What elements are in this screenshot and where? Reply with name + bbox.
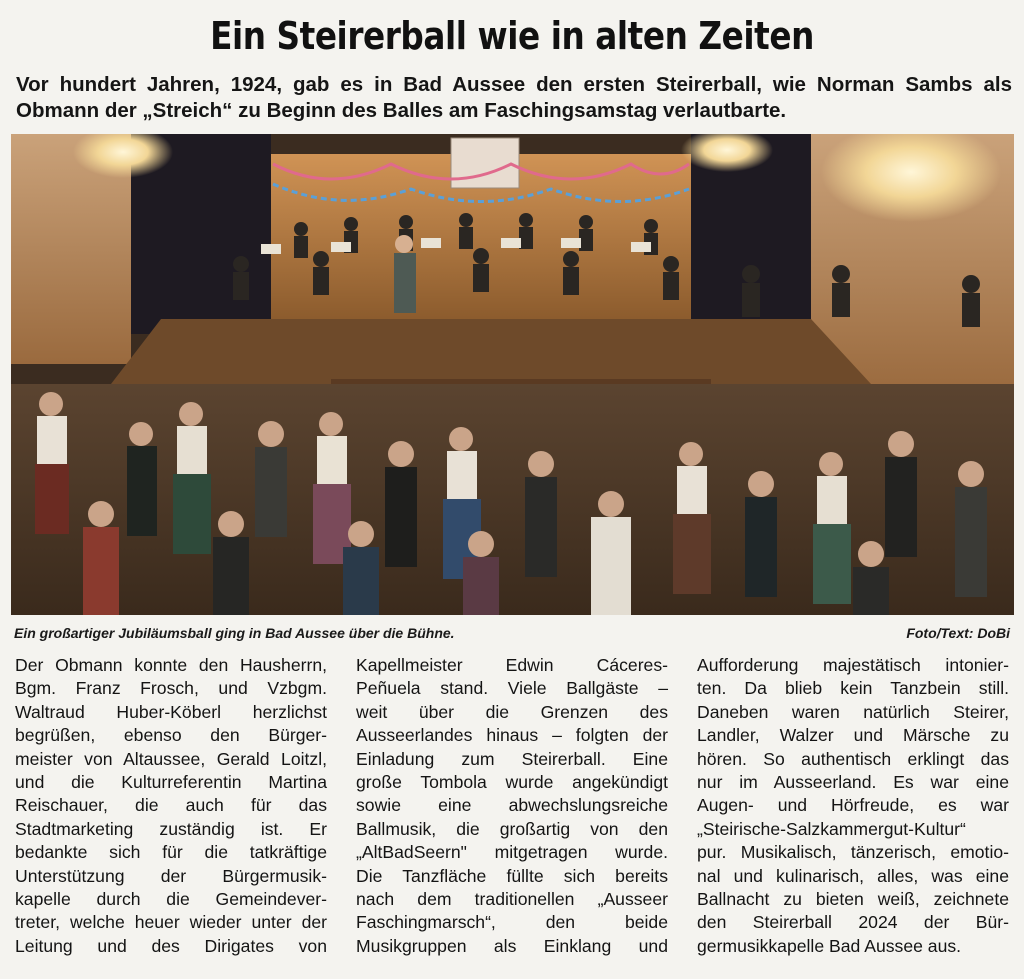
column-1-line: Waltraud Huber-Köberl herzlichst	[15, 701, 327, 722]
column-2-line: Ballmusik, die großartig von den	[356, 818, 668, 839]
column-3-line: nal und kulinarisch, alles, was eine	[697, 865, 1009, 886]
article-column-1	[15, 654, 327, 958]
column-2-line: nach dem traditionellen „Ausseer	[356, 889, 668, 910]
column-1-line: Unterstützung der Bürgermusik-	[15, 865, 327, 886]
column-3-line: Aufforderung majestätisch intonier-	[697, 655, 1009, 675]
column-2-line: Peñuela stand. Viele Ballgäste –	[356, 678, 668, 699]
column-3-line: ten. Da blieb kein Tanzbein still.	[697, 678, 1009, 699]
column-2-line: sowie eine abwechslungsreiche	[356, 795, 668, 816]
column-2-line: Musikgruppen als Einklang und	[356, 935, 668, 956]
column-2-line: Kapellmeister Edwin Cáceres-	[356, 655, 668, 675]
column-2-line: „AltBadSeern" mitgetragen wurde.	[356, 842, 668, 863]
column-1-line: Bgm. Franz Frosch, und Vzbgm.	[15, 678, 327, 699]
column-3-line: pur. Musikalisch, tänzerisch, emotio-	[697, 842, 1009, 863]
column-1-line: und die Kulturreferentin Martina	[15, 772, 327, 793]
column-2-line: weit über die Grenzen des	[356, 701, 668, 722]
column-3-line: Daneben waren natürlich Steirer,	[697, 701, 1009, 722]
column-3-line: nur im Ausseerland. Es war eine	[697, 772, 1009, 793]
column-2-line: Die Tanzfläche füllte sich bereits	[356, 865, 668, 886]
column-1-line: kapelle durch die Gemeindever-	[15, 889, 327, 910]
article-column-3	[697, 654, 1009, 958]
article-lead: Vor hundert Jahren, 1924, gab es in Bad Aussee den ersten Steirerball, wie Norman Sambs als Obmann der „Streich“ zu Beginn des Balles am Faschingsamstag verlautbarte.	[16, 73, 1012, 122]
ballroom-photo	[11, 134, 1014, 615]
column-1-line: treter, welche heuer wieder unter der	[15, 912, 327, 933]
column-1-line: Reischauer, die auch für das	[15, 795, 327, 816]
column-3-line: „Steirische-Salzkammergut-Kultur“	[697, 818, 966, 839]
column-1-line: Stadtmarketing zuständig ist. Er	[15, 818, 327, 839]
column-1-line: Leitung und des Dirigates von	[15, 935, 327, 956]
article-column-2	[356, 654, 668, 958]
column-2-line: große Tombola wurde angekündigt	[356, 772, 668, 793]
column-1-line: Der Obmann konnte den Hausherrn,	[15, 655, 327, 675]
column-3-line: Augen- und Hörfreude, es war	[697, 795, 1009, 816]
article-headline: Ein Steirerball wie in alten Zeiten	[210, 14, 814, 58]
column-3-line: den Steirerball 2024 der Bür-	[697, 912, 1009, 933]
column-3-line: Ballnacht zu bieten weiß, zeichnete	[697, 889, 1009, 910]
ballroom-photo-illustration	[11, 134, 1014, 615]
column-1-line: meister von Altaussee, Gerald Loitzl,	[15, 748, 327, 769]
column-2-line: Einladung zum Steirerball. Eine	[356, 748, 668, 769]
column-1-line: begrüßen, ebenso den Bürger-	[15, 725, 327, 746]
column-1-line: bedankte sich für die tatkräftige	[15, 842, 327, 863]
column-3-line: hören. So authentisch erklingt das	[697, 748, 1009, 769]
column-2-line: Ausseerlandes hinaus – folgten der	[356, 725, 668, 746]
column-2-line: Faschingmarsch“, den beide	[356, 912, 668, 933]
photo-credit: Foto/Text: DoBi	[906, 625, 1010, 641]
column-3-line: Landler, Walzer und Märsche zu	[697, 725, 1009, 746]
column-3-line: germusikkapelle Bad Aussee aus.	[697, 935, 962, 956]
photo-caption: Ein großartiger Jubiläumsball ging in Bad Aussee über die Bühne.	[14, 625, 455, 641]
